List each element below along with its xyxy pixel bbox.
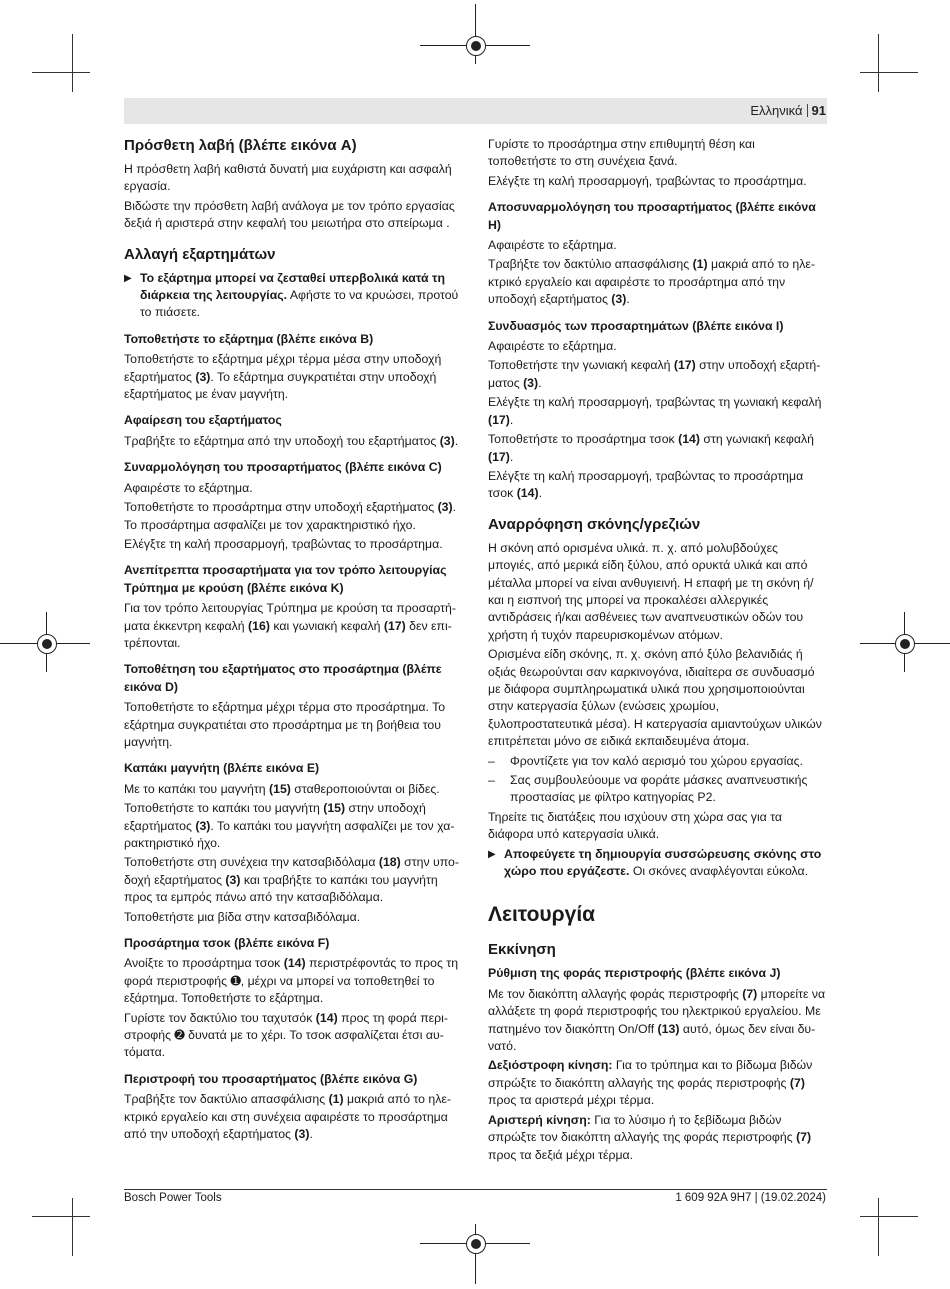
registration-target-icon — [466, 36, 486, 56]
ref-number: (14) — [516, 486, 539, 501]
paragraph: Αφαιρέστε το εξάρτημα. — [488, 339, 617, 354]
ref-number: (1) — [328, 1092, 344, 1107]
paragraph: Ορισμένα είδη σκόνης, π. χ. σκόνη από ξύλο βελανιδιάς ή οξιάς θεωρούνται σαν καρκινογόνα, ιδιαίτερα σε συνδυασμό με διάφορα συμπληρωματικά υλικά που χρησιμοποιούνται στην κατεργασία ξύλων (ενώσεις χρωμίου, ξυλοπροστατευτικά μέσα). Η κατεργασία αμιαντούχων υλικών επιτρέπεται μόνο σε ειδικά εκπαιδευμένα άτομα. — [488, 647, 822, 749]
ref-number: (16) — [248, 618, 270, 633]
registration-target-icon — [895, 634, 915, 654]
paragraph: Τοποθετήστε το εξάρτημα μέχρι τέρμα μέσα στην υποδοχή εξαρτήματος (3). Το εξάρτημα συγκρατιέται στην υποδοχή εξαρτήματος με έναν μαγνήτη. — [124, 352, 442, 402]
paragraph: Ελέγξτε τη καλή προσαρμογή, τραβώντας το προσάρτημα. — [488, 173, 807, 188]
list-item: – Φροντίζετε για τον καλό αερισμό του χώρου εργασίας. — [488, 753, 803, 768]
paragraph: Η πρόσθετη λαβή καθιστά δυνατή μια ευχάριστη και ασφαλή εργασία. — [124, 162, 452, 194]
crop-mark — [878, 1198, 879, 1256]
section-heading: Εκκίνηση — [488, 941, 556, 959]
subheading: Περιστροφή του προσαρτήματος (βλέπε εικόνα G) — [124, 1071, 418, 1086]
ref-number: (3) — [437, 500, 453, 515]
ref-number: (3) — [195, 818, 211, 833]
paragraph: Τραβήξτε τον δακτύλιο απασφάλισης (1) μακριά από το ηλεκτρικό εργαλείο και στη συνέχεια αφαιρέστε το προσάρτημα από την υποδοχή εξαρτήματος (3). — [124, 1092, 451, 1142]
ref-number: (17) — [673, 358, 696, 373]
paragraph: Ανοίξτε το προσάρτημα τσοκ (14) περιστρέφοντάς το προς τη φορά περιστροφής ➊, μέχρι να μπορεί να τοποθετηθεί το εξάρτημα. Τοποθετήστε το εξάρτημα. — [124, 956, 459, 1006]
ref-number: (3) — [523, 375, 539, 390]
paragraph: Τοποθετήστε το καπάκι του μαγνήτη (15) στην υποδοχή εξαρτήματος (3). Το καπάκι του μαγνήτη ασφαλίζει με τον χαρακτηριστικό ήχο. — [124, 801, 455, 850]
ref-number: (14) — [315, 1010, 338, 1025]
warning-bold: Το εξάρτημα μπορεί να ζεσταθεί υπερβολικά κατά τη διάρκεια της λειτουργίας. — [140, 270, 445, 303]
ref-number: (17) — [488, 412, 510, 427]
paragraph: Τοποθετήστε το εξάρτημα μέχρι τέρμα στο προσάρτημα. Το εξάρτημα συγκρατιέται στο προσάρτημα με τη βοήθεια του μαγνήτη. — [124, 700, 446, 749]
subheading: Αποσυναρμολόγηση του προσαρτήματος (βλέπε εικόνα H) — [488, 200, 816, 232]
warning-item — [124, 270, 462, 322]
term-label: Δεξιόστροφη κίνηση: — [488, 1058, 613, 1073]
paragraph: Τοποθετήστε στη συνέχεια την κατσαβιδόλαμα (18) στην υποδοχή εξαρτήματος (3) και τραβήξτε το καπάκι του μαγνήτη προς τα εμπρός πάνω από την κατσαβιδόλαμα. — [124, 855, 460, 905]
section-heading: Αλλαγή εξαρτημάτων — [124, 245, 276, 263]
ref-number: (13) — [657, 1021, 680, 1036]
chapter-heading: Λειτουργία — [488, 903, 596, 927]
subheading: Προσάρτημα τσοκ (βλέπε εικόνα F) — [124, 936, 330, 951]
ref-number: (7) — [796, 1130, 812, 1145]
footer-doc-code: 1 609 92A 9H7 | (19.02.2024) — [675, 1192, 826, 1204]
paragraph: Τοποθετήστε το προσάρτημα τσοκ (14) στη γωνιακή κεφαλή (17). — [488, 432, 814, 464]
paragraph: Ελέγξτε τη καλή προσαρμογή, τραβώντας το προσάρτημα. — [124, 536, 443, 551]
subheading: Ανεπίτρεπτα προσαρτήματα για τον τρόπο λειτουργίας Τρύπημα με κρούση (βλέπε εικόνα K) — [124, 563, 447, 595]
ref-number: (18) — [378, 855, 401, 870]
paragraph: Με τον διακόπτη αλλαγής φοράς περιστροφής (7) μπορείτε να αλλάξετε τη φορά περιστροφής του ηλεκτρικού εργαλείου. Με πατημένο τον διακόπτη On/Off (13) αυτό, όμως δεν είναι δυνατό. — [488, 986, 826, 1054]
paragraph: Γυρίστε το προσάρτημα στην επιθυμητή θέση και τοποθετήστε το στη συνέχεια ξανά. — [488, 137, 755, 169]
ref-number: (15) — [269, 781, 291, 796]
subheading: Αφαίρεση του εξαρτήματος — [124, 413, 282, 428]
ref-number: (14) — [678, 432, 700, 447]
paragraph: Αφαιρέστε το εξάρτημα. — [124, 480, 253, 495]
paragraph: Τραβήξτε τον δακτύλιο απασφάλισης (1) μακριά από το ηλεκτρικό εργαλείο και αφαιρέστε το προσάρτημα από την υποδοχή εξαρτήματος (3). — [488, 257, 815, 307]
arrow-bullet-icon: ▶ — [124, 272, 132, 284]
ref-number: (3) — [611, 292, 627, 307]
subheading: Ρύθμιση της φοράς περιστροφής (βλέπε εικόνα J) — [488, 966, 781, 981]
warning-bold: Αποφεύγετε τη δημιουργία συσσώρευσης σκόνης στο χώρο που εργάζεστε. — [504, 846, 822, 879]
left-column — [124, 136, 462, 1146]
warning-text: Αφήστε το να κρυώσει, προτού το πιάσετε. — [140, 288, 459, 320]
ref-number: (3) — [225, 872, 241, 887]
ref-number: (14) — [283, 956, 306, 971]
warning-item — [488, 846, 826, 881]
crop-mark — [860, 1216, 918, 1217]
page-header — [750, 103, 826, 118]
paragraph: Τοποθετήστε το προσάρτημα στην υποδοχή εξαρτήματος (3). Το προσάρτημα ασφαλίζει με τον χαρακτηριστικό ήχο. — [124, 500, 457, 532]
header-separator — [807, 104, 808, 117]
ref-number: (3) — [439, 433, 455, 448]
subheading: Συνδυασμός των προσαρτημάτων (βλέπε εικόνα I) — [488, 318, 784, 333]
paragraph: Με το καπάκι του μαγνήτη (15) σταθεροποιούνται οι βίδες. — [124, 781, 440, 796]
ref-number: (17) — [383, 618, 406, 633]
arrow-bullet-icon: ▶ — [488, 848, 496, 860]
page-number: 91 — [811, 103, 826, 118]
subheading: Τοποθέτηση του εξαρτήματος στο προσάρτημα (βλέπε εικόνα D) — [124, 662, 442, 694]
ref-number: (7) — [742, 986, 758, 1001]
registration-target-icon — [37, 634, 57, 654]
ref-number: (3) — [195, 369, 211, 384]
paragraph: Τηρείτε τις διατάξεις που ισχύουν στη χώρα σας για τα διάφορα υπό κατεργασία υλικά. — [488, 809, 782, 842]
paragraph: Τραβήξτε το εξάρτημα από την υποδοχή του εξαρτήματος (3). — [124, 433, 459, 448]
subheading: Τοποθετήστε το εξάρτημα (βλέπε εικόνα B) — [124, 331, 374, 346]
warning-text: Οι σκόνες αναφλέγονται εύκολα. — [629, 864, 809, 879]
term-label: Αριστερή κίνηση: — [488, 1112, 591, 1127]
crop-mark — [72, 34, 73, 92]
paragraph: Τοποθετήστε μια βίδα στην κατσαβιδόλαμα. — [124, 909, 361, 924]
crop-mark — [72, 1198, 73, 1256]
registration-target-icon — [466, 1234, 486, 1254]
crop-mark — [860, 72, 918, 73]
right-column — [488, 136, 826, 1166]
ref-number: (3) — [294, 1127, 310, 1142]
paragraph: Τοποθετήστε την γωνιακή κεφαλή (17) στην υποδοχή εξαρτήματος (3). — [488, 358, 821, 390]
header-band — [124, 98, 827, 124]
ref-number: (17) — [488, 449, 510, 464]
section-heading: Πρόσθετη λαβή (βλέπε εικόνα A) — [124, 137, 357, 154]
ref-number: (7) — [789, 1075, 805, 1090]
paragraph: Ελέγξτε τη καλή προσαρμογή, τραβώντας το προσάρτημα τσοκ (14). — [488, 468, 804, 501]
header-language: Ελληνικά — [750, 103, 803, 118]
paragraph: Δεξιόστροφη κίνηση: Για το τρύπημα και το βίδωμα βιδών σπρώξτε το διακόπτη αλλαγής της φοράς περιστροφής (7) προς τα αριστερά μέχρι τέρμα. — [488, 1058, 813, 1108]
crop-mark — [32, 72, 90, 73]
paragraph: Για τον τρόπο λειτουργίας Τρύπημα με κρούση τα προσαρτήματα έκκεντρη κεφαλή (16) και γωνιακή κεφαλή (17) δεν επιτρέπονται. — [124, 601, 456, 650]
paragraph: Γυρίστε τον δακτύλιο του ταχυτσόκ (14) προς τη φορά περιστροφής ➋ δυνατά με το χέρι. Το τσοκ ασφαλίζεται έτσι αυτόματα. — [124, 1010, 448, 1060]
ref-number: (15) — [323, 801, 346, 816]
paragraph: Βιδώστε την πρόσθετη λαβή ανάλογα με τον τρόπο εργασίας δεξιά ή αριστερά στην κεφαλή του μειωτήρα στο σπείρωμα . — [124, 198, 455, 231]
paragraph: Αριστερή κίνηση: Για το λύσιμο ή το ξεβίδωμα βιδών σπρώξτε τον διακόπτη αλλαγής της φοράς περιστροφής (7) προς τα δεξιά μέχρι τέρμα. — [488, 1112, 812, 1162]
ref-number: (1) — [692, 257, 708, 272]
paragraph: Η σκόνη από ορισμένα υλικά. π. χ. από μολυβδούχες μπογιές, από μερικά είδη ξύλου, από ορυκτά υλικά και από μέταλλα μπορεί να είναι ανθυγιεινή. Η επαφή με τη σκόνη ή/και η εισπνοή της μπορεί να προκαλέσει αλλεργικές αντιδράσεις ή/και ασθένειες των αναπνευστικών οδών του χρήστη ή τυχόν παρευρισκομένων ατόμων. — [488, 540, 814, 642]
footer-rule — [124, 1189, 827, 1190]
subheading: Συναρμολόγηση του προσαρτήματος (βλέπε εικόνα C) — [124, 460, 442, 475]
crop-mark — [32, 1216, 90, 1217]
subheading: Καπάκι μαγνήτη (βλέπε εικόνα E) — [124, 761, 320, 776]
list-item: – Σας συμβουλεύουμε να φοράτε μάσκες αναπνευστικής προστασίας με φίλτρο κατηγορίας P2. — [488, 773, 808, 805]
crop-mark — [878, 34, 879, 92]
paragraph: Ελέγξτε τη καλή προσαρμογή, τραβώντας τη γωνιακή κεφαλή (17). — [488, 395, 822, 427]
registration-line — [475, 1224, 476, 1284]
footer-brand: Bosch Power Tools — [124, 1192, 222, 1204]
paragraph: Αφαιρέστε το εξάρτημα. — [488, 238, 617, 253]
section-heading: Αναρρόφηση σκόνης/γρεζιών — [488, 515, 701, 533]
